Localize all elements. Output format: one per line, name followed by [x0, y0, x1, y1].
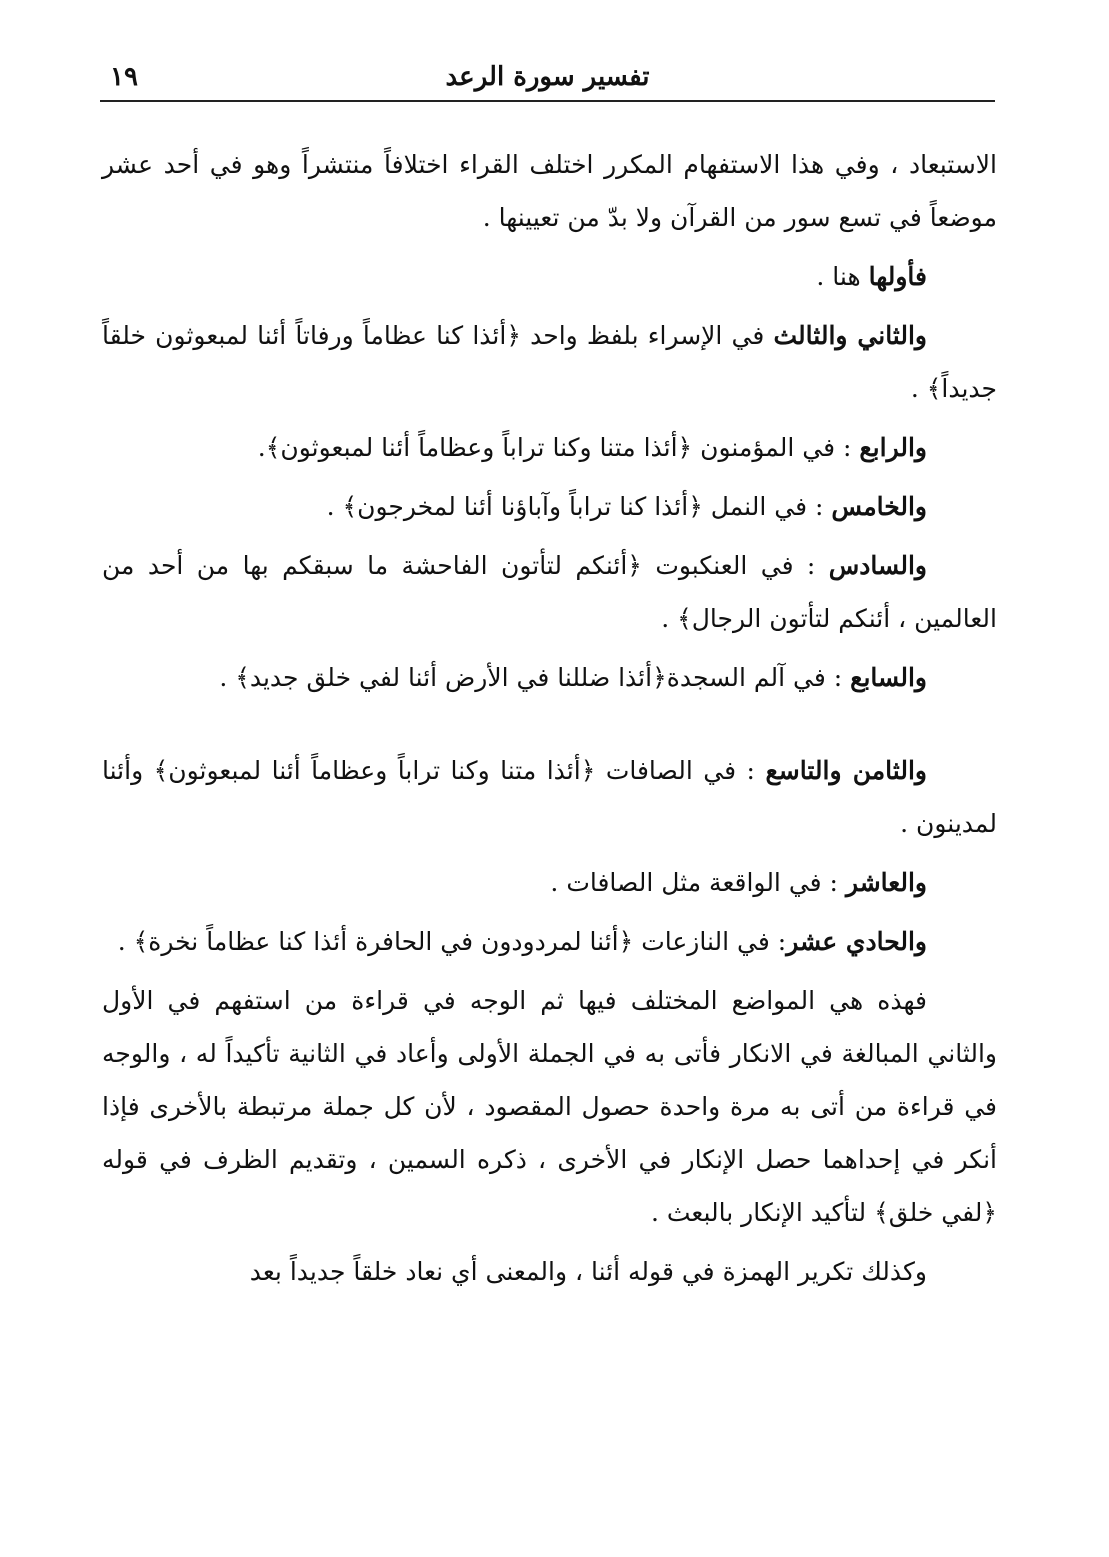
- paragraph-8: [102, 744, 997, 850]
- running-header: [100, 58, 995, 102]
- paragraph-7: [102, 651, 997, 704]
- paragraph-2: [102, 250, 997, 303]
- paragraph-lead: والسادس: [828, 551, 927, 580]
- body-text: [102, 138, 997, 1304]
- paragraph-1: [102, 138, 997, 244]
- paragraph-text: : في النازعات ﴿أئنا لمردودون في الحافرة أئذا كنا عظاماً نخرة﴾ .: [117, 927, 787, 956]
- paragraph-text: هنا .: [816, 262, 869, 291]
- paragraph-lead: والخامس: [831, 492, 927, 521]
- paragraph-6: [102, 539, 997, 645]
- paragraph-11: [102, 974, 997, 1239]
- paragraph-text: : في الصافات ﴿أئذا متنا وكنا تراباً وعظاماً أئنا لمبعوثون﴾ وأئنا لمدينون .: [102, 756, 997, 838]
- paragraph-lead: والثاني والثالث: [773, 321, 927, 350]
- paragraph-lead: والحادي عشر: [786, 927, 927, 956]
- paragraph-text: وكذلك تكرير الهمزة في قوله أئنا ، والمعنى أي نعاد خلقاً جديداً بعد: [249, 1257, 927, 1286]
- paragraph-text: : في المؤمنون ﴿أئذا متنا وكنا تراباً وعظاماً أئنا لمبعوثون﴾.: [257, 433, 860, 462]
- paragraph-text: الاستبعاد ، وفي هذا الاستفهام المكرر اختلف القراء اختلافاً منتشراً وهو في أحد عشر موضعاً في تسع سور من القرآن ولا بدّ من تعيينها .: [102, 150, 997, 232]
- paragraph-text: : في النمل ﴿أئذا كنا تراباً وآباؤنا أئنا لمخرجون﴾ .: [326, 492, 832, 521]
- paragraph-lead: والثامن والتاسع: [765, 756, 927, 785]
- page-number: ١٩: [110, 62, 138, 92]
- paragraph-3: [102, 309, 997, 415]
- paragraph-lead: والسابع: [850, 663, 927, 692]
- paragraph-text: : في آلم السجدة﴿أئذا ضللنا في الأرض أئنا لفي خلق جديد﴾ .: [219, 663, 851, 692]
- paragraph-5: [102, 480, 997, 533]
- paragraph-text: فهذه هي المواضع المختلف فيها ثم الوجه في قراءة من استفهم في الأول والثاني المبالغة في الانكار فأتى به في الجملة الأولى وأعاد في الثانية تأكيداً له ، والوجه في قراءة من أتى به مرة واحدة حصول المقصود ، لأن كل جملة مرتبطة بالأخرى فإذا أنكر في إحداهما حصل الإنكار في الأخرى ، ذكره السمين ، وتقديم الظرف في قوله ﴿لفي خلق﴾ لتأكيد الإنكار بالبعث .: [102, 986, 997, 1227]
- header-title: تفسير سورة الرعد: [445, 62, 650, 92]
- paragraph-9: [102, 856, 997, 909]
- paragraph-10: [102, 915, 997, 968]
- paragraph-text: : في الواقعة مثل الصافات .: [550, 868, 846, 897]
- paragraph-12: [102, 1245, 997, 1298]
- paragraph-lead: فأولها: [868, 262, 927, 291]
- paragraph-text: في الإسراء بلفظ واحد ﴿أئذا كنا عظاماً ورفاتاً أئنا لمبعوثون خلقاً جديداً﴾ .: [102, 321, 997, 403]
- paragraph-text: : في العنكبوت ﴿أئنكم لتأتون الفاحشة ما سبقكم بها من أحد من العالمين ، أئنكم لتأتون الرجال﴾ .: [102, 551, 997, 633]
- paragraph-lead: والعاشر: [845, 868, 927, 897]
- paragraph-4: [102, 421, 997, 474]
- paragraph-lead: والرابع: [859, 433, 927, 462]
